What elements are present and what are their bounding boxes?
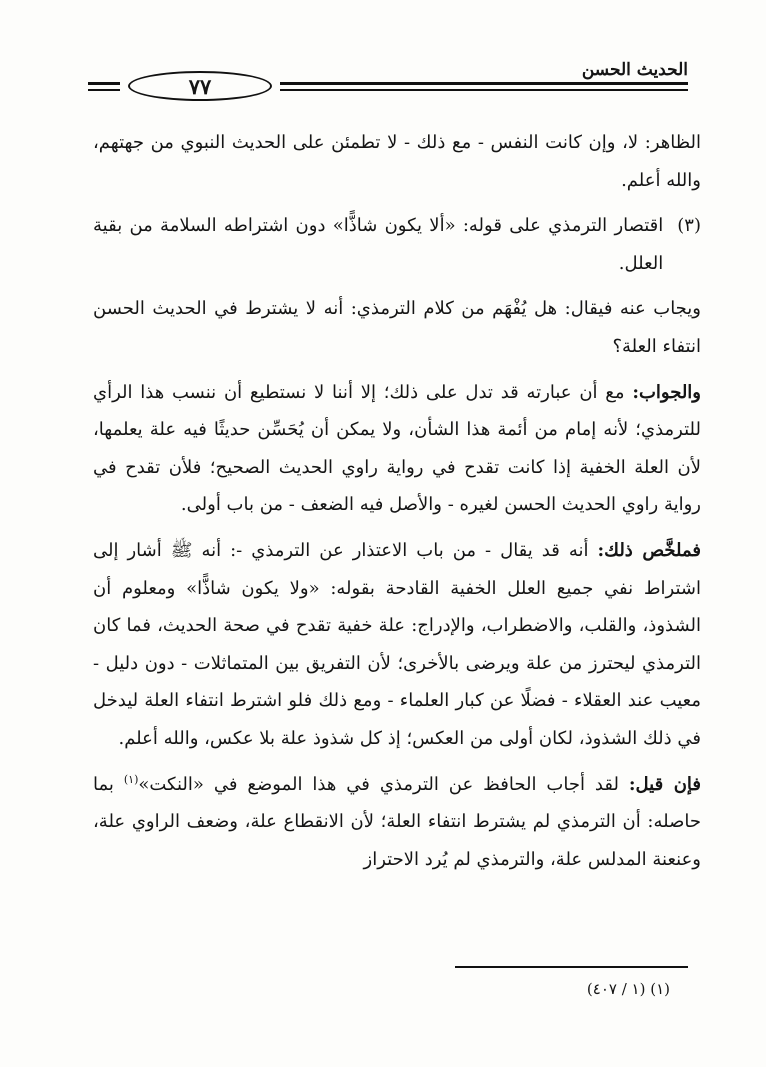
paragraph-6 <box>93 766 701 879</box>
footnote: (١) (١ / ٤٠٧) <box>586 980 670 998</box>
paragraph-3 <box>93 290 701 365</box>
list-number: (٣) <box>677 215 701 237</box>
paragraph-4-text: مع أن عبارته قد تدل على ذلك؛ إلا أننا لا نستطيع أن ننسب هذا الرأي للترمذي؛ لأنه إمام من أئمة هذا الشأن، ولا يمكن أن يُحَسِّن حديثًا فيه علة يعلمها، لأن العلة الخفية إذا كانت تقدح في رواية راوي الحديث الصحيح؛ فلأن تقدح في رواية راوي الحديث الحسن لغيره - والأصل فيه الضعف - من باب أولى. <box>93 381 701 516</box>
paragraph-6-text-b: بما حاصله: أن الترمذي لم يشترط انتفاء العلة؛ لأن الانقطاع علة، وضعف الراوي علة، وعنعنة المدلس علة، والترمذي لم يُرد الاحتراز <box>93 773 701 870</box>
paragraph-2-text: اقتصار الترمذي على قوله: «ألا يكون شاذًّا» دون اشتراطه السلامة من بقية العلل. <box>93 215 664 274</box>
paragraph-6-lead: فإن قيل: <box>628 773 701 795</box>
paragraph-5 <box>93 532 701 758</box>
header-rule-right <box>280 82 688 91</box>
paragraph-4-lead: والجواب: <box>632 381 701 403</box>
paragraph-1 <box>93 124 701 199</box>
page-body <box>93 124 701 886</box>
paragraph-4 <box>93 374 701 524</box>
paragraph-5-lead: فملخَّص ذلك: <box>597 539 701 561</box>
paragraph-1-text: الظاهر: لا، وإن كانت النفس - مع ذلك - لا تطمئن على الحديث النبوي من جهتهم، والله أعلم. <box>93 132 701 191</box>
running-title: الحديث الحسن <box>581 60 688 80</box>
paragraph-5-text: أنه قد يقال - من باب الاعتذار عن الترمذي -: أنه ﷺ أشار إلى اشتراط نفي جميع العلل الخفية القادحة بقوله: «ولا يكون شاذًّا» ومعلوم أن الشذوذ، والقلب، والاضطراب، والإدراج: علة خفية تقدح في صحة الحديث، فما كان الترمذي ليحترز من علة ويرضى بالأخرى؛ لأن التفريق بين المتماثلات - دون دليل - معيب عند العقلاء - فضلًا عن كبار العلماء - ومع ذلك فلو اشترط انتفاء العلة ليدخل في ذلك الشذوذ، لكان أولى من العكس؛ إذ كل شذوذ علة بلا عكس، والله أعلم. <box>93 539 701 749</box>
paragraph-2 <box>93 207 701 282</box>
page-header <box>88 60 688 106</box>
page-number: ٧٧ <box>128 71 272 101</box>
paragraph-3-text: ويجاب عنه فيقال: هل يُفْهَم من كلام الترمذي: أنه لا يشترط في الحديث الحسن انتفاء العلة؟ <box>93 298 701 357</box>
header-rule-left <box>88 82 120 91</box>
paragraph-6-text-a: لقد أجاب الحافظ عن الترمذي في هذا الموضع في «النكت» <box>138 773 629 795</box>
footnote-marker: (١) <box>123 772 139 786</box>
footnote-divider <box>455 966 688 968</box>
